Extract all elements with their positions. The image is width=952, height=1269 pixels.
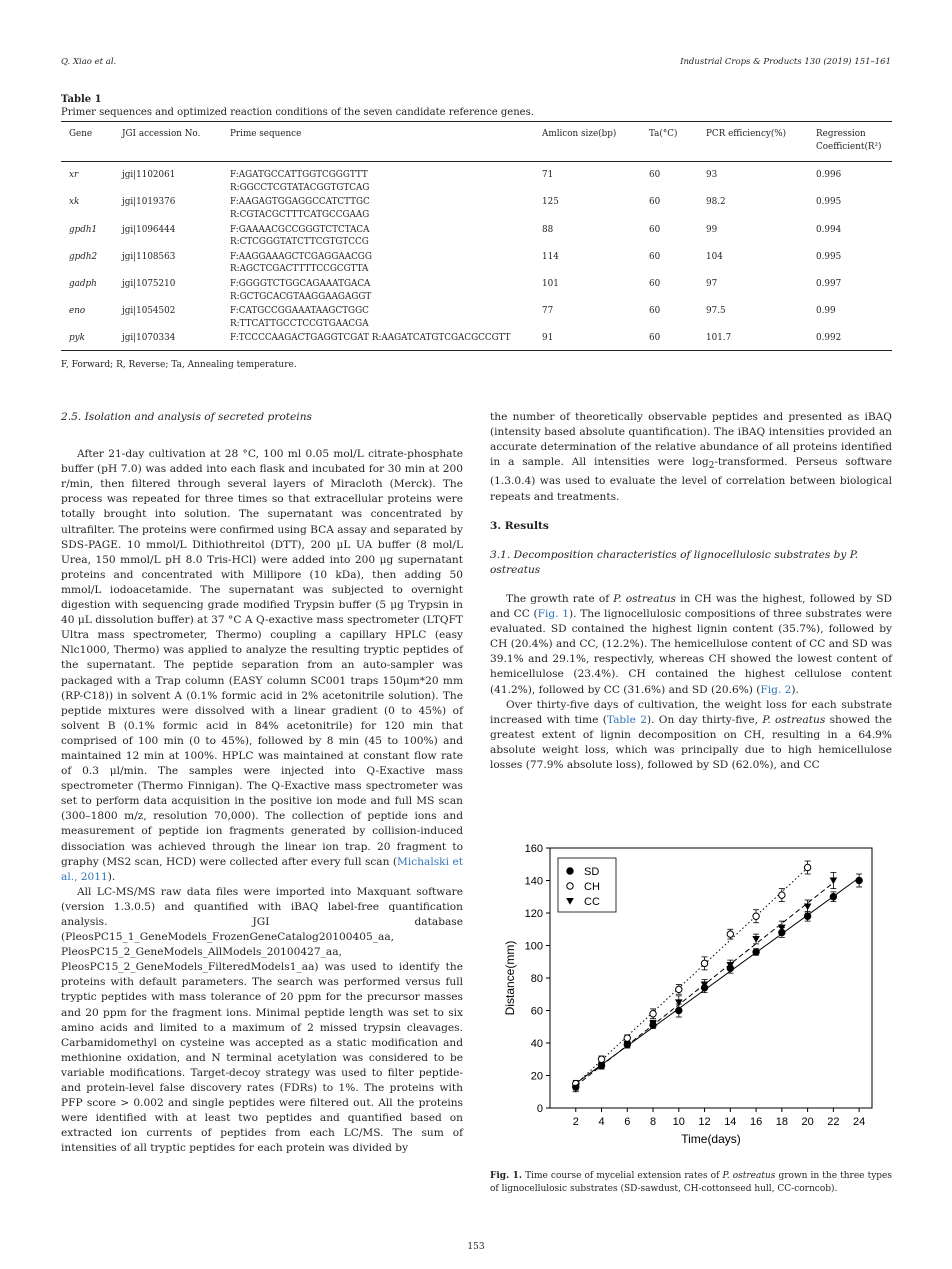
cell-gene: xk (69, 197, 80, 208)
forward-primer: F:AAGAGTGGAGGCCATCTTGC (230, 197, 370, 208)
reverse-primer: R:AGCTCGACTTTTCCGCGTTA (230, 264, 369, 275)
section-title-2-5: 2.5. Isolation and analysis of secreted proteins (61, 411, 312, 423)
table-label: Table 1 (61, 94, 102, 105)
y-tick-label: 0 (536, 1103, 543, 1115)
species-name: P. ostreatus (722, 1171, 776, 1181)
paragraph-text: The growth rate of (506, 592, 614, 605)
cell-annealing-temp: 60 (649, 197, 661, 208)
caption-text: grown in the three types of lignocellulosic substrates (SD-sawdust, CH-cottonseed hull, CC-corncob). (490, 1171, 893, 1194)
cell-amplicon-size: 88 (542, 224, 554, 235)
cell-pcr-efficiency: 98.2 (706, 197, 726, 208)
paragraph-text: in CH was the highest, followed by SD and CC ( (490, 592, 892, 621)
x-tick-label: 4 (598, 1116, 605, 1128)
cell-accession: jgi|1054502 (122, 306, 176, 317)
data-point (804, 913, 810, 919)
cell-gene: pyk (61, 331, 114, 350)
data-point (624, 1035, 630, 1041)
cell-accession: jgi|1075210 (122, 278, 176, 289)
table-body (61, 162, 892, 351)
reverse-primer: R:CGTACGCTTTCATGCCGAAG (230, 209, 370, 220)
cell-sequence (222, 304, 534, 331)
x-tick-label: 8 (649, 1116, 657, 1128)
growth-chart (490, 838, 892, 1164)
trend-line (576, 878, 859, 1084)
forward-primer: F:GGGGTCTGGCAGAAATGACA (230, 278, 371, 289)
cell-pcr-efficiency: 97 (706, 278, 718, 289)
data-point (753, 913, 759, 919)
figure-1-caption (490, 1170, 892, 1195)
cell-pcr-efficiency: 104 (706, 251, 723, 262)
cell-amplicon-size: 114 (542, 251, 559, 262)
table-row (61, 250, 892, 277)
cell-pcr-efficiency: 99 (706, 224, 718, 235)
cell-gene: xr (69, 170, 79, 181)
reverse-primer: R:TTCATTGCCTCCGTGAACGA (230, 318, 369, 329)
cell-regression-coefficient: 0.99 (816, 306, 836, 317)
data-point (727, 931, 733, 937)
legend-marker (567, 868, 573, 874)
forward-primer: F:CATGCCGGAAATAAGCTGGC (230, 306, 369, 317)
right-text-column (490, 410, 892, 773)
cell-amplicon-size: 77 (542, 306, 554, 317)
species-name: P. ostreatus (762, 713, 826, 726)
paragraph-text: the number of theoretically observable peptides and presented as iBAQ (intensity based absolute quantification). The iBAQ intensities provided an accurate determination of the relative abundance of all proteins identified in a sample. All intensities were log (490, 411, 892, 469)
table-1 (61, 94, 892, 370)
cell-pcr-efficiency: 97.5 (706, 306, 726, 317)
data-point (830, 894, 836, 900)
table-caption: Primer sequences and optimized reaction conditions of the seven candidate reference genes. (61, 107, 534, 118)
table-link[interactable]: Table 2 (606, 713, 647, 726)
cell-gene: eno (69, 306, 86, 317)
figure-link[interactable]: Fig. 2 (760, 683, 792, 696)
cell-gene: gadph (69, 278, 97, 289)
y-tick-label: 80 (530, 973, 543, 985)
cell-amplicon-size: 125 (542, 197, 559, 208)
cell-regression-coefficient: 0.995 (816, 251, 842, 262)
data-point (676, 986, 682, 992)
cell-regression-coefficient: 0.992 (808, 331, 892, 350)
running-header-journal: Industrial Crops & Products 130 (2019) 151–161 (680, 57, 891, 67)
y-tick-label: 20 (530, 1070, 543, 1083)
cell-regression-coefficient: 0.997 (816, 278, 842, 289)
cell-sequence (222, 162, 534, 196)
x-tick-label: 14 (724, 1116, 737, 1128)
subscript: 2 (708, 461, 715, 472)
subsection-title-3-1: 3.1. Decomposition characteristics of lignocellulosic substrates by P. ostreatus (490, 548, 859, 576)
table-row (61, 195, 892, 222)
reverse-primer: R:GCTGCACGTAAGGAAGAGGT (230, 291, 372, 302)
figure-link[interactable]: Fig. 1 (537, 608, 569, 621)
col-header-efficiency: PCR efficiency(%) (698, 122, 808, 162)
legend-marker (567, 883, 573, 889)
running-header-authors: Q. Xiao et al. (61, 57, 117, 67)
data-point (598, 1056, 604, 1062)
table-row (61, 162, 892, 196)
cell-annealing-temp: 60 (649, 278, 661, 289)
data-point (650, 1011, 656, 1017)
x-tick-label: 2 (572, 1116, 579, 1128)
table-header-row (61, 122, 892, 162)
paragraph-text: ). (791, 683, 799, 696)
legend-label: CC (584, 896, 600, 908)
y-tick-label: 40 (530, 1038, 543, 1050)
figure-1 (490, 838, 892, 1164)
cell-accession: jgi|1108563 (122, 251, 176, 262)
left-text-column (61, 410, 463, 1157)
table-footnote: F, Forward; R, Reverse; Ta, Annealing temperature. (61, 359, 297, 370)
x-tick-label: 24 (852, 1116, 866, 1128)
table-row (61, 223, 892, 250)
cell-annealing-temp: 60 (641, 331, 698, 350)
x-tick-label: 22 (827, 1116, 840, 1128)
x-tick-label: 18 (775, 1116, 788, 1128)
reverse-primer: R:CTCGGGTATCTTCGTGTCCG (230, 237, 369, 248)
paragraph-text: ). The lignocellulosic compositions of three substrates were evaluated. SD contained the highest lignin content (35.7%), followed by CH (20.4%) and CC, (12.2%). The hemicellulose content of CC and SD was 39.1% and 29.1%, respectivly, whereas CH showed the lowest content of hemicellulose (23.4%). CH contained the highest cellulose content (41.2%), followed by CC (31.6%) and SD (20.6%) ( (490, 608, 892, 696)
x-tick-label: 6 (624, 1116, 631, 1128)
data-point (753, 949, 759, 955)
cell-annealing-temp: 60 (649, 251, 661, 262)
legend-label: SD (584, 866, 600, 878)
cell-accession: jgi|1096444 (122, 224, 176, 235)
cell-amplicon-size: 91 (534, 331, 641, 350)
section-heading-results: 3. Results (490, 519, 549, 532)
cell-annealing-temp: 60 (649, 306, 661, 317)
cell-regression-coefficient: 0.996 (816, 170, 842, 181)
citation-link[interactable]: Michalski et al., 2011 (61, 855, 463, 883)
data-point (830, 878, 838, 885)
cell-sequence (222, 195, 534, 222)
table-row (61, 331, 892, 350)
paragraph-results-1 (490, 592, 892, 698)
paragraph-text: Over thirty-five days of cultivation, the weight loss for each substrate increased with time ( (490, 698, 892, 726)
cell-accession: jgi|1102061 (122, 170, 176, 181)
page-number: 153 (467, 1242, 485, 1252)
cell-pcr-efficiency: 93 (706, 170, 718, 181)
col-header-regression: Regression Coefficient(R²) (808, 122, 892, 162)
cell-accession: jgi|1070334 (114, 331, 222, 350)
reverse-primer: R:GGCCTCGTATACGGTGTCAG (230, 182, 370, 193)
cell-sequence (222, 277, 534, 304)
paragraph-methods-2: All LC-MS/MS raw data files were imported into Maxquant software (version 1.3.0.5) and quantified with iBAQ label-free quantification analysis. JGI database (PleosPC15_1_GeneModels_FrozenGeneCatalog20100405_aa, PleosPC15_2_GeneModels_AllModels_20100427_aa, PleosPC15_2_GeneModels_FilteredModels1_aa) was used to identify the proteins with default parameters. The search was performed versus full tryptic peptides with mass tolerance of 20 ppm for the precursor masses and 20 ppm for the fragment ions. Minimal peptide length was set to six amino acids and limited to a maximum of 2 missed trypsin cleavages. Carbamidomethyl on cysteine was accepted as a static modification and methionine oxidation, and N terminal acetylation was considered to be variable modifications. Target-decoy strategy was used to filter peptide- and protein-level false discovery rates (FDRs) to 1%. The proteins with PFP score > 0.002 and single peptides were filtered out. All the proteins were identified with at least two peptides and quantified based on extracted ion currents of peptides from each LC/MS. The sum of intensities of all tryptic peptides for each protein was divided by (61, 885, 463, 1155)
forward-primer: F:TCCCCAAGACTGAGGTCGAT R:AAGATCATGTCGACGCCGTT (230, 333, 511, 344)
y-tick-label: 100 (524, 940, 543, 953)
x-tick-label: 10 (672, 1116, 685, 1128)
forward-primer: F:AGATGCCATTGGTCGGGTTT (230, 170, 368, 181)
col-header-ta: Ta(°C) (641, 122, 698, 162)
y-axis-label: Distance(mm) (503, 940, 517, 1016)
cell-accession: jgi|1019376 (122, 197, 176, 208)
x-axis-label: Time(days) (681, 1132, 741, 1146)
cell-sequence (222, 331, 534, 350)
cell-amplicon-size: 101 (542, 278, 559, 289)
forward-primer: F:GAAAACGCCGGGTCTCTACA (230, 224, 370, 235)
paragraph-text: ). (107, 870, 116, 883)
primer-table (61, 121, 892, 351)
col-header-amplicon: Amlicon size(bp) (534, 122, 641, 162)
cell-annealing-temp: 60 (649, 224, 661, 235)
caption-text: Time course of mycelial extension rates of (522, 1171, 723, 1181)
y-tick-label: 160 (524, 843, 543, 855)
cell-sequence (222, 223, 534, 250)
data-point (701, 960, 707, 966)
paragraph-continued (490, 410, 892, 505)
y-tick-label: 140 (524, 875, 543, 888)
data-point (779, 892, 785, 898)
paragraph-text: ). On day thirty-five, (646, 713, 763, 726)
data-point (675, 999, 683, 1006)
paragraph-methods-1 (61, 447, 463, 885)
paragraph-text: -transformed. Perseus software (1.3.0.4) was used to evaluate the level of correlation between biological repeats and treatments. (490, 456, 892, 503)
legend (558, 858, 616, 912)
legend-label: CH (584, 881, 600, 893)
paragraph-text: After 21-day cultivation at 28 °C, 100 ml 0.05 mol/L citrate-phosphate buffer (pH 7.0) was added into each flask and incubated for 30 min at 200 r/min, then filtered through several layers of Miracloth (Merck). The process was repeated for three times so that extracellular proteins were totally brought into solution. The supernatant was concentrated by ultrafilter. The proteins were confirmed using BCA assay and separated by SDS-PAGE. 10 mmol/L Dithiothreitol (DTT), 200 μL UA buffer (8 mol/L Urea, 150 mmol/L pH 8.0 Tris-HCl) were added into 200 μg supernatant proteins and concentrated with Millipore (10 kDa), then adding 50 mmol/L iodoacetamide. The supernatant was subjected to overnight digestion with sequencing grade modified Trypsin buffer (5 μg Trypsin in 40 μL dissolution buffer) at 37 °C A Q-exactive mass spectrometer (LTQFT Ultra mass spectrometer, Thermo) coupling a capillary HPLC (easy Nlc1000, Thermo) was applied to analyze the resulting tryptic peptides of the supernatant. The peptide separation from an auto-sampler was packaged with a Trap column (EASY column SC001 traps 150μm*20 mm (RP-C18)) in solvent A (0.1% formic acid in 2% acetonitrile solution). The peptide mixtures were dissolved with a linear gradient (0 to 45%) of solvent B (0.1% formic acid in 84% acetonitrile) for 120 min that comprised of 100 min (0 to 45%), followed by 8 min (45 to 100%) and maintained 12 min at 100%. HPLC was maintained at constant flow rate of 0.3 μl/min. The samples were injected into Q-Exactive mass spectrometer (Thermo Finnigan). The Q-Exactive mass spectrometer was set to perform data acquisition in the positive ion mode and full MS scan (300–1800 m/z, resolution 70,000). The collection of peptide ions and measurement of peptide ion fragments generated by collision-induced dissociation was achieved through the linear ion trap. 20 fragment to graphy (MS2 scan, HCD) were collected after every full scan ( (61, 448, 464, 868)
cell-regression-coefficient: 0.995 (816, 197, 842, 208)
col-header-sequence: Prime sequence (222, 122, 534, 162)
x-tick-label: 20 (801, 1116, 814, 1128)
cell-pcr-efficiency: 101.7 (698, 331, 808, 350)
paragraph-results-2 (490, 698, 892, 773)
paragraph-text: showed the greatest extent of lignin decomposition on CH, resulting in a 64.9% absolute weight loss, which was principally due to high hemicellulose losses (77.9% absolute loss), followed by SD (62.0%), and CC (490, 713, 893, 771)
y-tick-label: 60 (530, 1005, 543, 1018)
cell-gene: gpdh2 (69, 251, 98, 262)
y-tick-label: 120 (524, 908, 543, 920)
cell-amplicon-size: 71 (542, 170, 554, 181)
table-row (61, 277, 892, 304)
col-header-gene: Gene (61, 122, 114, 162)
data-point (856, 877, 862, 883)
cell-gene: gpdh1 (69, 224, 98, 235)
cell-annealing-temp: 60 (649, 170, 661, 181)
data-point (804, 904, 812, 911)
x-tick-label: 12 (698, 1116, 711, 1128)
species-name: P. ostreatus (613, 592, 676, 605)
data-point (804, 864, 810, 870)
table-row (61, 304, 892, 331)
cell-regression-coefficient: 0.994 (816, 224, 842, 235)
x-tick-label: 16 (749, 1116, 763, 1128)
forward-primer: F:AAGGAAAGCTCGAGGAACGG (230, 251, 372, 262)
cell-sequence (222, 250, 534, 277)
caption-label: Fig. 1. (490, 1171, 522, 1181)
col-header-accession: JGI accession No. (114, 122, 222, 162)
